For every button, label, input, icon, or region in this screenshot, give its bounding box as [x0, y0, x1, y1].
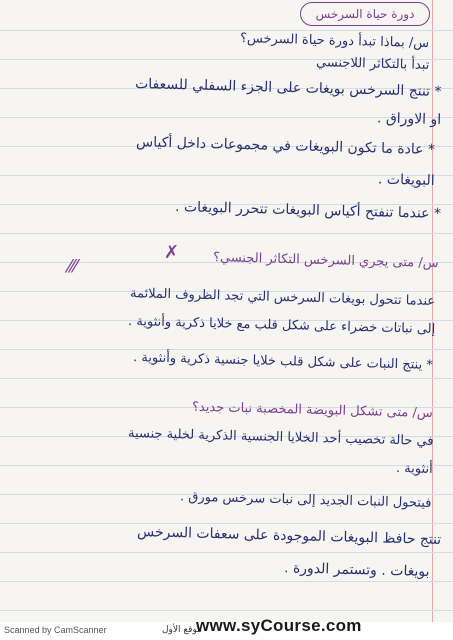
- ruled-line: [0, 552, 453, 553]
- note-line: س/ متى تشكل البويضة المخصبة نبات جديد؟: [192, 399, 434, 421]
- ruled-line: [0, 233, 453, 234]
- ruled-line: [0, 378, 453, 379]
- note-line: س/ بماذا تبدأ دورة حياة السرخس؟: [239, 31, 430, 51]
- note-line: البويغات .: [378, 171, 436, 189]
- ruled-line: [0, 30, 453, 31]
- note-line: * تنتج السرخس بويغات على الجزء السفلي للسعفات: [134, 75, 442, 100]
- note-line: بويغات . وتستمر الدورة .: [283, 560, 430, 580]
- note-line: او الاوراق .: [376, 110, 442, 128]
- note-line: * ينتج النبات على شكل قلب خلايا جنسية ذكرية وأنثوية .: [133, 350, 434, 373]
- note-line: * عادة ما تكون البويغات في مجموعات داخل أكياس: [135, 134, 436, 158]
- note-line: في حالة تخصيب أحد الخلايا الجنسية الذكرية لخلية جنسية: [127, 426, 434, 449]
- note-line: * عندما تنفتح أكياس البويغات تتحرر البويغات .: [174, 199, 442, 222]
- note-line: إلى نباتات خضراء على شكل قلب مع خلايا ذكرية وأنثوية .: [127, 313, 436, 337]
- scribble-mark: ⁄⁄⁄: [68, 256, 78, 277]
- note-line: فيتحول النبات الجديد إلى نبات سرخس مورق .: [179, 489, 432, 511]
- ruled-line: [0, 465, 453, 466]
- ruled-line: [0, 523, 453, 524]
- site-arabic-label: موقع الأول: [162, 625, 202, 635]
- site-url[interactable]: www.syCourse.com: [196, 616, 362, 635]
- scribble-mark: ✗: [164, 242, 180, 263]
- note-line: تنتج حافظ البويغات الموجودة على سعفات السرخس: [136, 524, 442, 548]
- page-title: دورة حياة السرخس: [300, 2, 430, 26]
- note-line: س/ متى يجري السرخس التكاثر الجنسي؟: [213, 250, 440, 271]
- ruled-line: [0, 610, 453, 611]
- note-line: عندما تتحول بويغات السرخس التي تجد الظروف الملائمة: [129, 286, 436, 309]
- note-line: أنثوية .: [396, 461, 434, 477]
- scanned-by-label: Scanned by CamScanner: [4, 625, 107, 635]
- note-line: تبدأ بالتكاثر اللاجنسي: [315, 55, 430, 73]
- ruled-line: [0, 581, 453, 582]
- ruled-line: [0, 349, 453, 350]
